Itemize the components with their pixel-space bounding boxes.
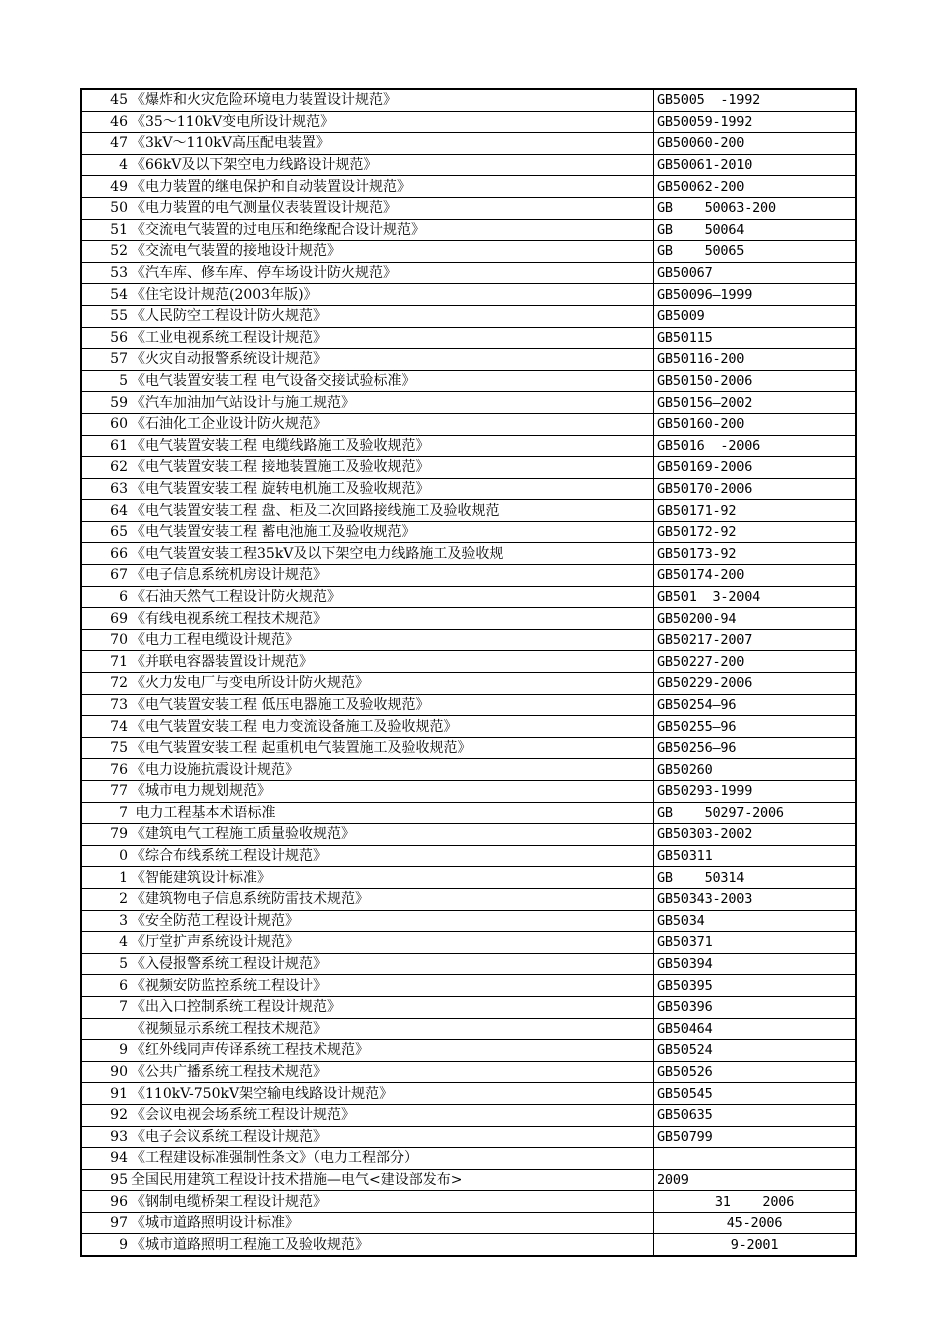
standard-code: GB 50314 [654,867,857,889]
row-number: 71 [81,651,131,673]
standard-code: GB50799 [654,1126,857,1148]
standard-title: 《公共广播系统工程技术规范》 [131,1061,654,1083]
standard-code: GB50394 [654,953,857,975]
standard-code: GB 50064 [654,219,857,241]
table-row [81,910,856,932]
standard-code: GB50343-2003 [654,888,857,910]
standard-code: GB50169-2006 [654,457,857,479]
standard-code: GB50229-2006 [654,673,857,695]
standard-code: GB50311 [654,845,857,867]
row-number: 69 [81,608,131,630]
standard-code: GB50395 [654,975,857,997]
table-row [81,694,856,716]
standard-title: 《电气装置安装工程 低压电器施工及验收规范》 [131,694,654,716]
row-number: 4 [81,932,131,954]
table-row [81,133,856,155]
standard-code: GB50170-2006 [654,478,857,500]
standard-title: 《爆炸和火灾危险环境电力装置设计规范》 [131,89,654,111]
standard-code: GB50173-92 [654,543,857,565]
standard-code: GB50303-2002 [654,824,857,846]
standard-title: 《红外线同声传译系统工程技术规范》 [131,1040,654,1062]
standard-title: 《电子会议系统工程设计规范》 [131,1126,654,1148]
standard-title: 《电力设施抗震设计规范》 [131,759,654,781]
row-number: 6 [81,975,131,997]
row-number: 72 [81,673,131,695]
standard-code: GB50227-200 [654,651,857,673]
row-number: 52 [81,241,131,263]
row-number: 4 [81,154,131,176]
standard-title: 《石油化工企业设计防火规范》 [131,413,654,435]
standard-title: 《建筑物电子信息系统防雷技术规范》 [131,888,654,910]
row-number: 1 [81,867,131,889]
standard-title: 《视频显示系统工程技术规范》 [131,1018,654,1040]
row-number: 94 [81,1148,131,1170]
row-number: 59 [81,392,131,414]
standard-code: GB50059-1992 [654,111,857,133]
row-number: 55 [81,305,131,327]
row-number: 92 [81,1104,131,1126]
standard-title: 《汽车加油加气站设计与施工规范》 [131,392,654,414]
row-number: 45 [81,89,131,111]
standard-code: GB50396 [654,996,857,1018]
standard-title: 《交流电气装置的过电压和绝缘配合设计规范》 [131,219,654,241]
table-row [81,1191,856,1213]
standard-code: GB50067 [654,262,857,284]
row-number: 76 [81,759,131,781]
table-row [81,1104,856,1126]
row-number: 65 [81,521,131,543]
table-row [81,953,856,975]
standard-title: 《汽车库、修车库、停车场设计防火规范》 [131,262,654,284]
table-row [81,1126,856,1148]
row-number: 47 [81,133,131,155]
row-number: 9 [81,1040,131,1062]
table-row [81,1018,856,1040]
table-row [81,1083,856,1105]
row-number: 77 [81,781,131,803]
standard-code: GB50260 [654,759,857,781]
standard-code: GB50545 [654,1083,857,1105]
standard-code: GB50524 [654,1040,857,1062]
table-row [81,521,856,543]
table-row [81,996,856,1018]
table-row [81,305,856,327]
row-number [81,1018,131,1040]
row-number: 2 [81,888,131,910]
standard-code: GB50635 [654,1104,857,1126]
row-number: 90 [81,1061,131,1083]
standards-table [80,88,857,1257]
standard-code: GB50172-92 [654,521,857,543]
standard-code [654,1148,857,1170]
standard-title: 全国民用建筑工程设计技术措施—电气<建设部发布> [131,1169,654,1191]
table-row [81,759,856,781]
table-row [81,781,856,803]
standard-title: 《3kV～110kV高压配电装置》 [131,133,654,155]
table-row [81,219,856,241]
standard-code: GB5005 -1992 [654,89,857,111]
row-number: 46 [81,111,131,133]
standard-title: 《住宅设计规范(2003年版)》 [131,284,654,306]
row-number: 3 [81,910,131,932]
table-row [81,802,856,824]
standard-title: 电力工程基本术语标准 [131,802,654,824]
table-row [81,1169,856,1191]
standard-title: 《厅堂扩声系统设计规范》 [131,932,654,954]
standard-code: GB50371 [654,932,857,954]
row-number: 97 [81,1212,131,1234]
standard-code: GB50156—2002 [654,392,857,414]
standard-title: 《智能建筑设计标准》 [131,867,654,889]
standard-code: GB5034 [654,910,857,932]
row-number: 49 [81,176,131,198]
row-number: 95 [81,1169,131,1191]
standard-code: GB 50065 [654,241,857,263]
table-row [81,867,856,889]
standard-title: 《电力工程电缆设计规范》 [131,629,654,651]
row-number: 75 [81,737,131,759]
table-row [81,413,856,435]
table-row [81,327,856,349]
standard-code: GB50060-200 [654,133,857,155]
table-row [81,1212,856,1234]
standard-title: 《人民防空工程设计防火规范》 [131,305,654,327]
table-row [81,89,856,111]
row-number: 57 [81,349,131,371]
standard-code: 45-2006 [654,1212,857,1234]
row-number: 56 [81,327,131,349]
table-row [81,1148,856,1170]
standard-title: 《钢制电缆桥架工程设计规范》 [131,1191,654,1213]
row-number: 54 [81,284,131,306]
standard-code: 31 2006 [654,1191,857,1213]
standard-code: GB50061-2010 [654,154,857,176]
table-row [81,888,856,910]
standard-code: GB501 3-2004 [654,586,857,608]
table-row [81,111,856,133]
standard-title: 《建筑电气工程施工质量验收规范》 [131,824,654,846]
table-row [81,435,856,457]
table-row [81,845,856,867]
table-row [81,500,856,522]
standard-code: GB50150-2006 [654,370,857,392]
table-row [81,478,856,500]
standard-code: GB5016 -2006 [654,435,857,457]
standard-code: GB50254—96 [654,694,857,716]
row-number: 62 [81,457,131,479]
standard-code: GB50200-94 [654,608,857,630]
table-row [81,737,856,759]
row-number: 6 [81,586,131,608]
table-row [81,608,856,630]
standard-title: 《城市道路照明工程施工及验收规范》 [131,1234,654,1256]
standard-title: 《安全防范工程设计规范》 [131,910,654,932]
standard-code: GB50293-1999 [654,781,857,803]
standard-title: 《并联电容器装置设计规范》 [131,651,654,673]
standard-title: 《有线电视系统工程技术规范》 [131,608,654,630]
table-row [81,629,856,651]
standard-title: 《视频安防监控系统工程设计》 [131,975,654,997]
row-number: 74 [81,716,131,738]
standard-code: GB50256—96 [654,737,857,759]
standard-code: GB50115 [654,327,857,349]
table-row [81,1234,856,1256]
standard-code: GB5009 [654,305,857,327]
standard-title: 《电气装置安装工程 电缆线路施工及验收规范》 [131,435,654,457]
standard-title: 《城市电力规划规范》 [131,781,654,803]
standard-title: 《出入口控制系统工程设计规范》 [131,996,654,1018]
standard-title: 《城市道路照明设计标准》 [131,1212,654,1234]
table-row [81,197,856,219]
standard-code: GB50526 [654,1061,857,1083]
standard-code: GB50174-200 [654,565,857,587]
standard-title: 《交流电气装置的接地设计规范》 [131,241,654,263]
standard-title: 《火力发电厂与变电所设计防火规范》 [131,673,654,695]
standard-code: GB50160-200 [654,413,857,435]
table-row [81,975,856,997]
row-number: 64 [81,500,131,522]
table-row [81,349,856,371]
standard-title: 《电力装置的电气测量仪表装置设计规范》 [131,197,654,219]
row-number: 60 [81,413,131,435]
row-number: 5 [81,953,131,975]
row-number: 5 [81,370,131,392]
standard-title: 《35～110kV变电所设计规范》 [131,111,654,133]
standard-title: 《电子信息系统机房设计规范》 [131,565,654,587]
standard-title: 《石油天然气工程设计防火规范》 [131,586,654,608]
standard-title: 《电气装置安装工程 起重机电气装置施工及验收规范》 [131,737,654,759]
standard-title: 《综合布线系统工程设计规范》 [131,845,654,867]
table-row [81,284,856,306]
row-number: 0 [81,845,131,867]
standard-code: 9-2001 [730,1236,779,1253]
table-row [81,565,856,587]
table-row [81,932,856,954]
table-row [81,241,856,263]
standard-title: 《工业电视系统工程设计规范》 [131,327,654,349]
standard-title: 《电气装置安装工程 旋转电机施工及验收规范》 [131,478,654,500]
standard-code: GB50171-92 [654,500,857,522]
table-row [81,262,856,284]
table-row [81,673,856,695]
table-row [81,1040,856,1062]
table-row [81,586,856,608]
standard-code: GB50116-200 [654,349,857,371]
standard-title: 《电气装置安装工程 盘、柜及二次回路接线施工及验收规范 [131,500,654,522]
standard-title: 《电气装置安装工程35kV及以下架空电力线路施工及验收规 [131,543,654,565]
table-row [81,370,856,392]
standard-title: 《入侵报警系统工程设计规范》 [131,953,654,975]
standard-title: 《电气装置安装工程 电气设备交接试验标准》 [131,370,654,392]
table-row [81,716,856,738]
row-number: 61 [81,435,131,457]
standard-title: 《电气装置安装工程 接地装置施工及验收规范》 [131,457,654,479]
table-row [81,543,856,565]
standard-code: GB50062-200 [654,176,857,198]
row-number: 9 [119,1236,128,1253]
row-number: 93 [81,1126,131,1148]
standard-title: 《工程建设标准强制性条文》（电力工程部分） [131,1148,654,1170]
standard-code: GB 50297-2006 [654,802,857,824]
standard-code: GB50255—96 [654,716,857,738]
row-number: 63 [81,478,131,500]
row-number: 67 [81,565,131,587]
standards-table-body [81,89,856,1256]
table-row [81,392,856,414]
standard-title: 《电气装置安装工程 蓄电池施工及验收规范》 [131,521,654,543]
row-number: 66 [81,543,131,565]
table-row [81,176,856,198]
row-number: 7 [81,802,131,824]
standard-title: 《电气装置安装工程 电力变流设备施工及验收规范》 [131,716,654,738]
table-row [81,824,856,846]
standard-title: 《66kV及以下架空电力线路设计规范》 [131,154,654,176]
standard-title: 《会议电视会场系统工程设计规范》 [131,1104,654,1126]
row-number: 79 [81,824,131,846]
standard-title: 《火灾自动报警系统设计规范》 [131,349,654,371]
row-number: 7 [81,996,131,1018]
standard-title: 《电力装置的继电保护和自动装置设计规范》 [131,176,654,198]
table-row [81,457,856,479]
row-number: 51 [81,219,131,241]
standard-code: GB50464 [654,1018,857,1040]
standard-code: GB 50063-200 [654,197,857,219]
row-number: 96 [81,1191,131,1213]
row-number: 50 [81,197,131,219]
table-row [81,1061,856,1083]
table-row [81,154,856,176]
row-number: 91 [81,1083,131,1105]
row-number: 73 [81,694,131,716]
standard-code: GB50217-2007 [654,629,857,651]
standard-title: 《110kV-750kV架空输电线路设计规范》 [131,1083,654,1105]
standard-code: 2009 [654,1169,857,1191]
row-number: 70 [81,629,131,651]
standard-code: GB50096—1999 [654,284,857,306]
row-number: 53 [81,262,131,284]
table-row [81,651,856,673]
